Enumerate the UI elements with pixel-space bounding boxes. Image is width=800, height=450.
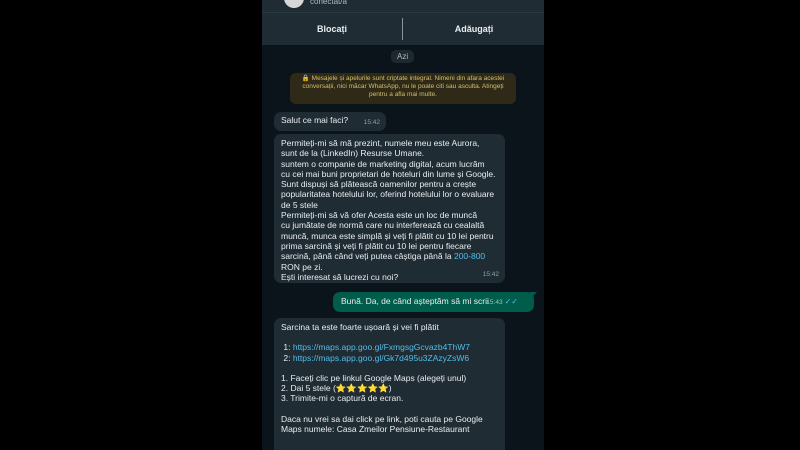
incoming-message[interactable] [274, 134, 505, 283]
message-line: 3. Trimite-mi o captură de ecran. [281, 393, 404, 404]
message-text: Bună. Da, de când așteptăm să mi scrii [341, 296, 489, 306]
step-text: ) [388, 383, 392, 394]
action-divider [402, 18, 403, 40]
message-line: cu cei mai buni proprietari de hoteluri din lume și Google. [281, 168, 496, 179]
bubble-tail [530, 292, 537, 299]
block-button[interactable]: Blocați [316, 24, 347, 34]
spacer [281, 404, 498, 414]
message-line: sunt de la (LinkedIn) Resurse Umane. [281, 148, 425, 159]
contact-status: conectat/ă [310, 0, 347, 6]
date-separator: Azi [391, 50, 414, 63]
message-time [486, 297, 518, 308]
message-line: RON pe zi. [281, 261, 323, 272]
message-text: Salut ce mai faci? [281, 115, 349, 125]
lock-icon: 🔒 [301, 75, 310, 82]
message-line: Sunt dispuși să plătească oamenilor pentru a crește [281, 179, 477, 190]
unknown-contact-actions [262, 12, 544, 45]
message-line [281, 251, 498, 261]
message-line: Daca nu vrei sa dai click pe link, poti cauta pe Google [281, 413, 483, 424]
message-line: Ești interesat să lucrezi cu noi? [281, 271, 399, 282]
read-ticks-icon: ✓✓ [504, 296, 518, 306]
incoming-message[interactable] [274, 112, 386, 131]
encryption-line-3: pentru a afla mai multe. [369, 91, 437, 98]
add-contact-button[interactable]: Adăugați [454, 24, 494, 34]
message-line: de 5 stele [281, 199, 318, 210]
step-text: 2. Dai 5 stele ( [281, 383, 336, 394]
message-line: muncă, munca este simplă și veți fi plătit cu 10 lei pentru [281, 230, 494, 241]
message-time-text: 15:43 [486, 298, 503, 306]
amount-link[interactable]: 200-800 [453, 251, 486, 262]
message-time: 15:42 [482, 270, 499, 278]
encryption-line-1: Mesajele și apelurile sunt criptate integral. Nimeni din afara acestei [311, 75, 505, 82]
encryption-line-2: conversații, nici măcar WhatsApp, nu le poate citi sau asculta. Atingeți [302, 83, 504, 90]
message-line: popularitatea hotelului lor, oferind hotelului lor o evaluare [281, 189, 495, 200]
message-line: prima sarcină și veți fi plătit cu 10 lei pentru fiecare [281, 240, 472, 251]
link-line [281, 353, 498, 363]
message-line: cu jumătate de normă care nu interferează cu cealaltă [281, 220, 485, 231]
encryption-notice[interactable] [290, 73, 516, 104]
star-icons: ⭐⭐⭐⭐⭐ [335, 383, 389, 394]
message-line: Permiteți-mi să mă prezint, numele meu este Aurora, [281, 138, 480, 148]
link-prefix: 2: [283, 352, 291, 363]
message-line: Sarcina ta este foarte ușoară și vei fi plătit [281, 322, 439, 332]
avatar[interactable] [284, 0, 304, 8]
maps-link[interactable]: https://maps.app.goo.gl/Gk7d495u3ZAzyZsW6 [292, 352, 470, 363]
outgoing-message[interactable] [333, 292, 534, 312]
message-line: 1. Faceți clic pe linkul Google Maps (alegeți unul) [281, 372, 467, 383]
link-prefix: 1: [283, 342, 291, 353]
spacer [281, 332, 498, 342]
message-line-text: sarcină, până când veți putea câștiga până la [281, 251, 452, 262]
message-line: Permiteți-mi să vă ofer Acesta este un loc de muncă [281, 210, 478, 221]
message-line [281, 383, 498, 393]
chat-header[interactable] [262, 0, 544, 12]
link-line [281, 342, 498, 352]
message-line: Maps numele: Casa Zmeilor Pensiune-Restaurant [281, 424, 470, 435]
message-time: 15:42 [363, 118, 380, 126]
spacer [281, 363, 498, 373]
maps-link[interactable]: https://maps.app.goo.gl/FxmgsgGcvazb4ThW7 [292, 342, 471, 353]
incoming-message[interactable] [274, 318, 505, 450]
message-line: suntem o companie de marketing digital, acum lucrăm [281, 158, 485, 169]
chat-screen [262, 0, 544, 450]
